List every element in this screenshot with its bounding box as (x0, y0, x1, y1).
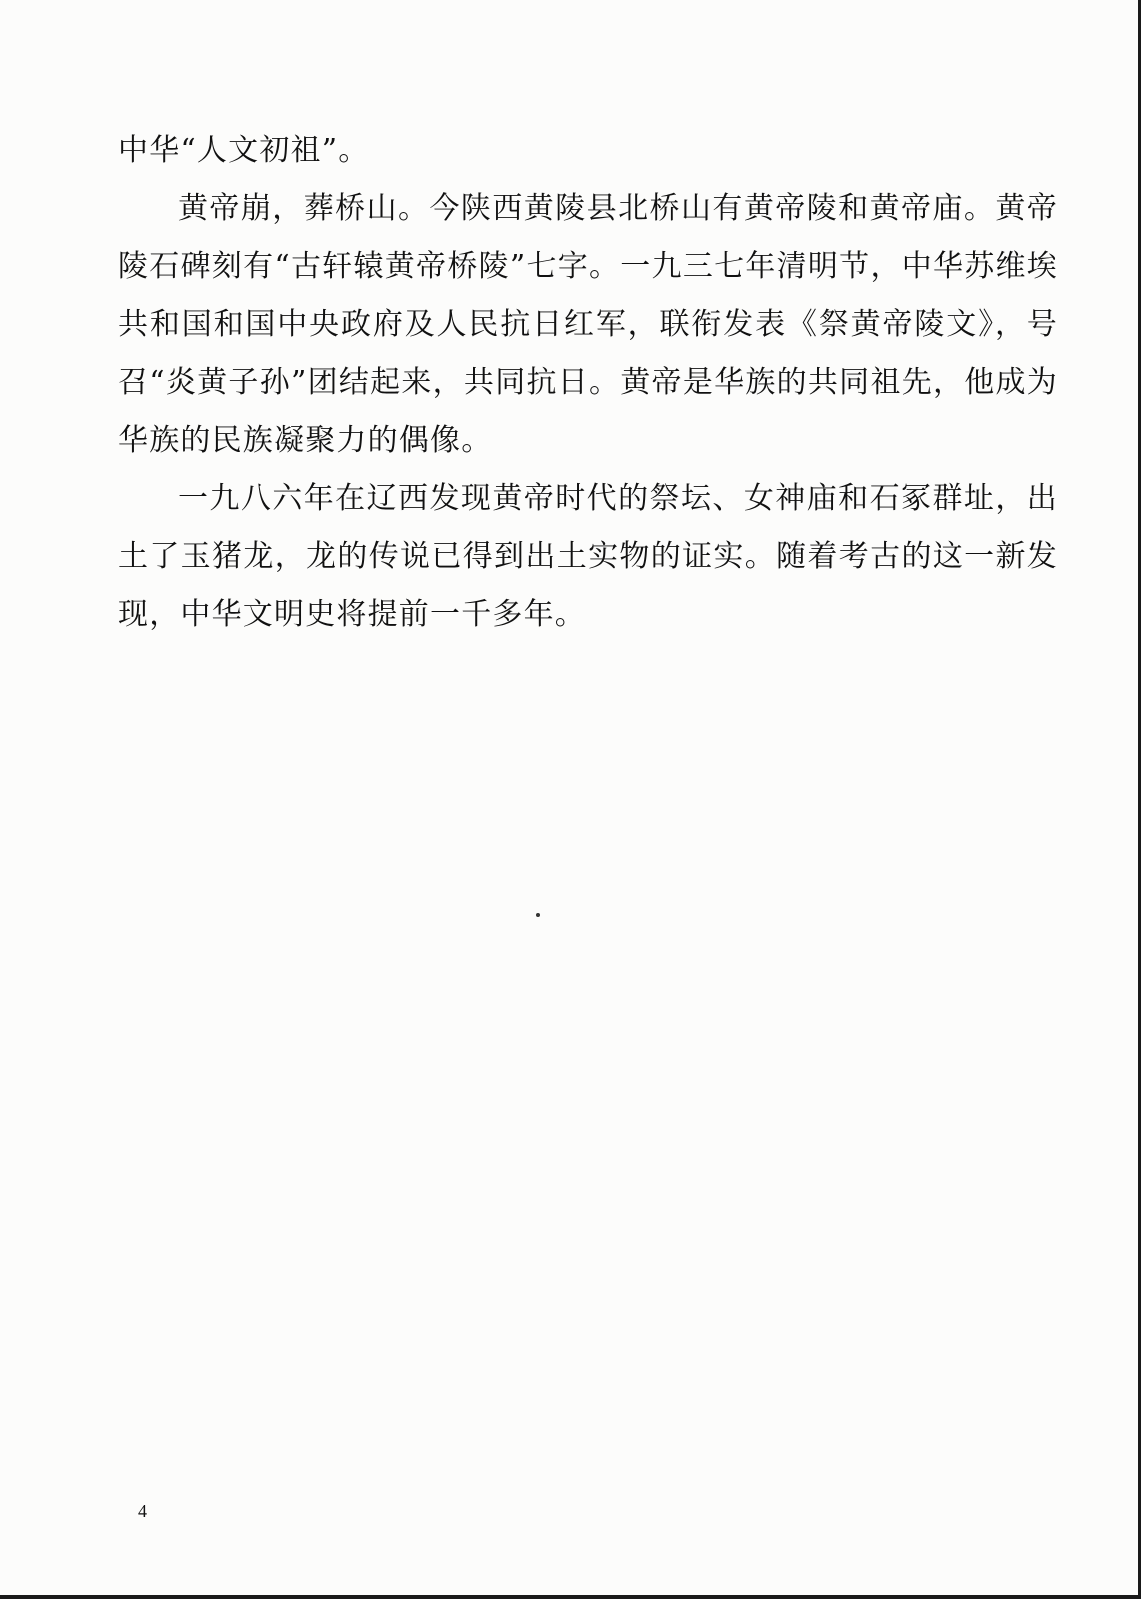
paragraph-huangdi-tomb: 黄帝崩，葬桥山。今陕西黄陵县北桥山有黄帝陵和黄帝庙。黄帝陵石碑刻有“古轩辕黄帝桥陵”七字。一九三七年清明节，中华苏维埃共和国和国中央政府及人民抗日红军，联衔发表《祭黄帝陵文》，号召“炎黄子孙”团结起来，共同抗日。黄帝是华族的共同祖先，他成为华族的民族凝聚力的偶像。 (118, 191, 1058, 458)
scan-edge-bottom (0, 1595, 1141, 1599)
body-text (118, 122, 1058, 644)
scan-speck (536, 913, 540, 917)
paragraph-continuation: 中华“人文初祖”。 (118, 133, 370, 168)
page-number: 4 (138, 1501, 147, 1521)
paragraph-archaeology: 一九八六年在辽西发现黄帝时代的祭坛、女神庙和石冢群址，出土了玉猪龙，龙的传说已得到出土实物的证实。随着考古的这一新发现，中华文明史将提前一千多年。 (118, 481, 1058, 632)
